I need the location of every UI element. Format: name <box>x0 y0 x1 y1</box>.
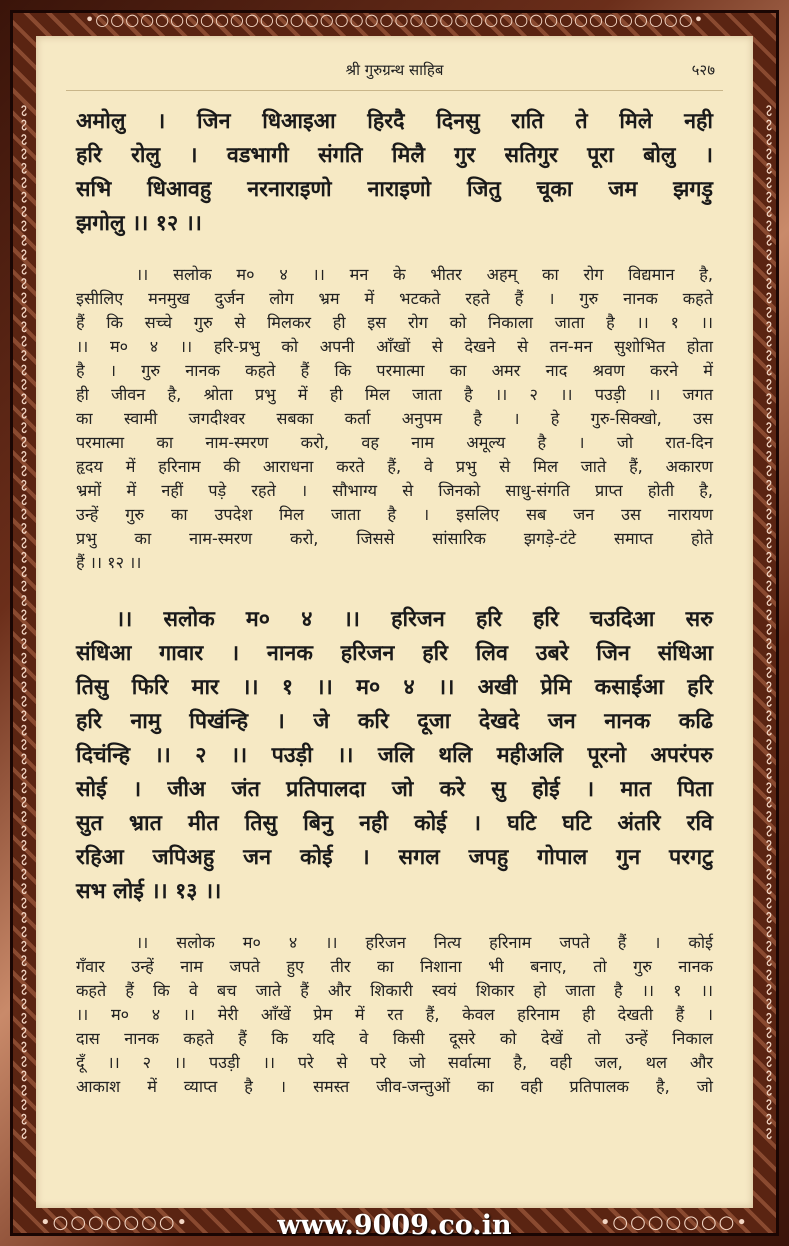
translation-line: ।। सलोक म० ४ ।। हरिजन नित्य हरिनाम जपते हैं । कोई <box>136 933 713 952</box>
translation-line: का स्वामी जगदीश्वर सबका कर्ता अनुपम है । हे गुरु-सिक्खो, उस <box>76 409 713 428</box>
verse-line: झगोलु ।। १२ ।। <box>76 211 202 236</box>
verse-line: संधिआ गावार । नानक हरिजन हरि लिव उबरे जिन संधिआ <box>76 641 713 666</box>
translation-line: ।। म० ४ ।। हरि-प्रभु को अपनी आँखों से देखने से तन-मन सुशोभित होता <box>76 337 713 356</box>
translation-line: उन्हें गुरु का उपदेश मिल जाता है । इसलिए सब जन उस नारायण <box>76 505 713 524</box>
translation-line: प्रभु का नाम-स्मरण करो, जिससे सांसारिक झगड़े-टंटे समाप्त होते <box>76 529 713 548</box>
translation-line: दूँ ।। २ ।। पउड़ी ।। परे से परे जो सर्वात्मा है, वही जल, थल और <box>76 1053 713 1072</box>
translation-paragraph-1 <box>76 263 713 575</box>
verse-line: सभि धिआवहु नरनाराइणो नाराइणो जितु चूका जम झगड़ु <box>76 177 713 202</box>
verse-line: ।। सलोक म० ४ ।। हरिजन हरि हरि चउदिआ सरु <box>116 607 713 632</box>
translation-line: आकाश में व्याप्त है । समस्त जीव-जन्तुओं का वही प्रतिपालक है, जो <box>76 1077 713 1096</box>
translation-line: ही जीवन है, श्रोता प्रभु में ही मिल जाता है ।। २ ।। पउड़ी ।। जगत <box>76 385 713 404</box>
translation-line: हृदय में हरिनाम की आराधना करते हैं, वे प्रभु से मिल जाते हैं, अकारण <box>76 457 713 476</box>
verse-line: सभ लोई ।। १३ ।। <box>76 879 222 904</box>
verse-line: हरि नामु पिखंन्हि । जे करि दूजा देखदे जन नानक कढि <box>76 709 713 734</box>
page-header <box>66 52 723 91</box>
site-url: www.9009.co.in <box>277 1210 512 1241</box>
translation-line: कहते हैं कि वे बच जाते हैं और शिकारी स्वयं शिकार हो जाता है ।। १ ।। <box>76 981 713 1000</box>
gurbani-verse-2 <box>76 603 713 909</box>
translation-line: है । गुरु नानक कहते हैं कि परमात्मा का अमर नाद श्रवण करने में <box>76 361 713 380</box>
top-ornament: •○○○○○○○○○○○○○○○○○○○○○○○○○○○○○○○○○○○○○○○○• <box>84 10 705 29</box>
right-ornament: ∾∾∾∾∾∾∾∾∾∾∾∾∾∾∾∾∾∾∾∾∾∾∾∾∾∾∾∾∾∾∾∾∾∾∾∾∾∾∾∾∾∾∾∾∾∾∾∾∾∾∾∾∾∾∾∾∾∾∾∾∾∾∾∾∾∾∾∾∾∾∾∾ <box>760 104 779 1142</box>
verse-line: रहिआ जपिअहु जन कोई । सगल जपहु गोपाल गुन परगटु <box>76 845 713 870</box>
page-number: ५२७ <box>691 61 715 79</box>
translation-line: हैं कि सच्चे गुरु से मिलकर ही इस रोग को निकाला जाता है ।। १ ।। <box>76 313 713 332</box>
translation-paragraph-2 <box>76 931 713 1099</box>
left-ornament: ∾∾∾∾∾∾∾∾∾∾∾∾∾∾∾∾∾∾∾∾∾∾∾∾∾∾∾∾∾∾∾∾∾∾∾∾∾∾∾∾∾∾∾∾∾∾∾∾∾∾∾∾∾∾∾∾∾∾∾∾∾∾∾∾∾∾∾∾∾∾∾∾ <box>15 104 34 1142</box>
verse-line: सोई । जीअ जंत प्रतिपालदा जो करे सु होई । मात पिता <box>76 777 713 802</box>
translation-line: ।। सलोक म० ४ ।। मन के भीतर अहम् का रोग विद्यमान है, <box>136 265 713 284</box>
verse-line: अमोलु । जिन धिआइआ हिरदै दिनसु राति ते मिले नही <box>76 109 713 134</box>
verse-line: हरि रोलु । वडभागी संगति मिलै गुर सतिगुर पूरा बोलु । <box>76 143 713 168</box>
translation-line: ।। म० ४ ।। मेरी आँखें प्रेम में रत हैं, केवल हरिनाम ही देखती हैं । <box>76 1005 713 1024</box>
footer-ornament-right: •○○○○○○○• <box>599 1212 749 1233</box>
translation-line: गँवार उन्हें नाम जपते हुए तीर का निशाना भी बनाए, तो गुरु नानक <box>76 957 713 976</box>
footer-ornament-left: •○○○○○○○• <box>40 1212 190 1233</box>
verse-line: सुत भ्रात मीत तिसु बिनु नही कोई । घटि घटि अंतरि रवि <box>76 811 713 836</box>
translation-line: भ्रमों में नहीं पड़े रहते । सौभाग्य से जिनको साधु-संगति प्राप्त होती है, <box>76 481 713 500</box>
document-page <box>36 36 753 1208</box>
translation-line: हैं ।। १२ ।। <box>76 553 142 572</box>
gurbani-verse-1 <box>76 105 713 241</box>
translation-line: इसीलिए मनमुख दुर्जन लोग भ्रम में भटकते रहते हैं । गुरु नानक कहते <box>76 289 713 308</box>
translation-line: दास नानक कहते हैं कि यदि वे किसी दूसरे को देखें तो उन्हें निकाल <box>76 1029 713 1048</box>
verse-line: तिसु फिरि मार ।। १ ।। म० ४ ।। अखी प्रेमि कसाईआ हरि <box>76 675 713 700</box>
verse-line: दिचंन्हि ।। २ ।। पउड़ी ।। जलि थलि महीअलि पूरनो अपरंपरु <box>76 743 713 768</box>
page-title: श्री गुरुग्रन्थ साहिब <box>345 61 444 79</box>
translation-line: परमात्मा का नाम-स्मरण करो, वह नाम अमूल्य है । जो रात-दिन <box>76 433 713 452</box>
